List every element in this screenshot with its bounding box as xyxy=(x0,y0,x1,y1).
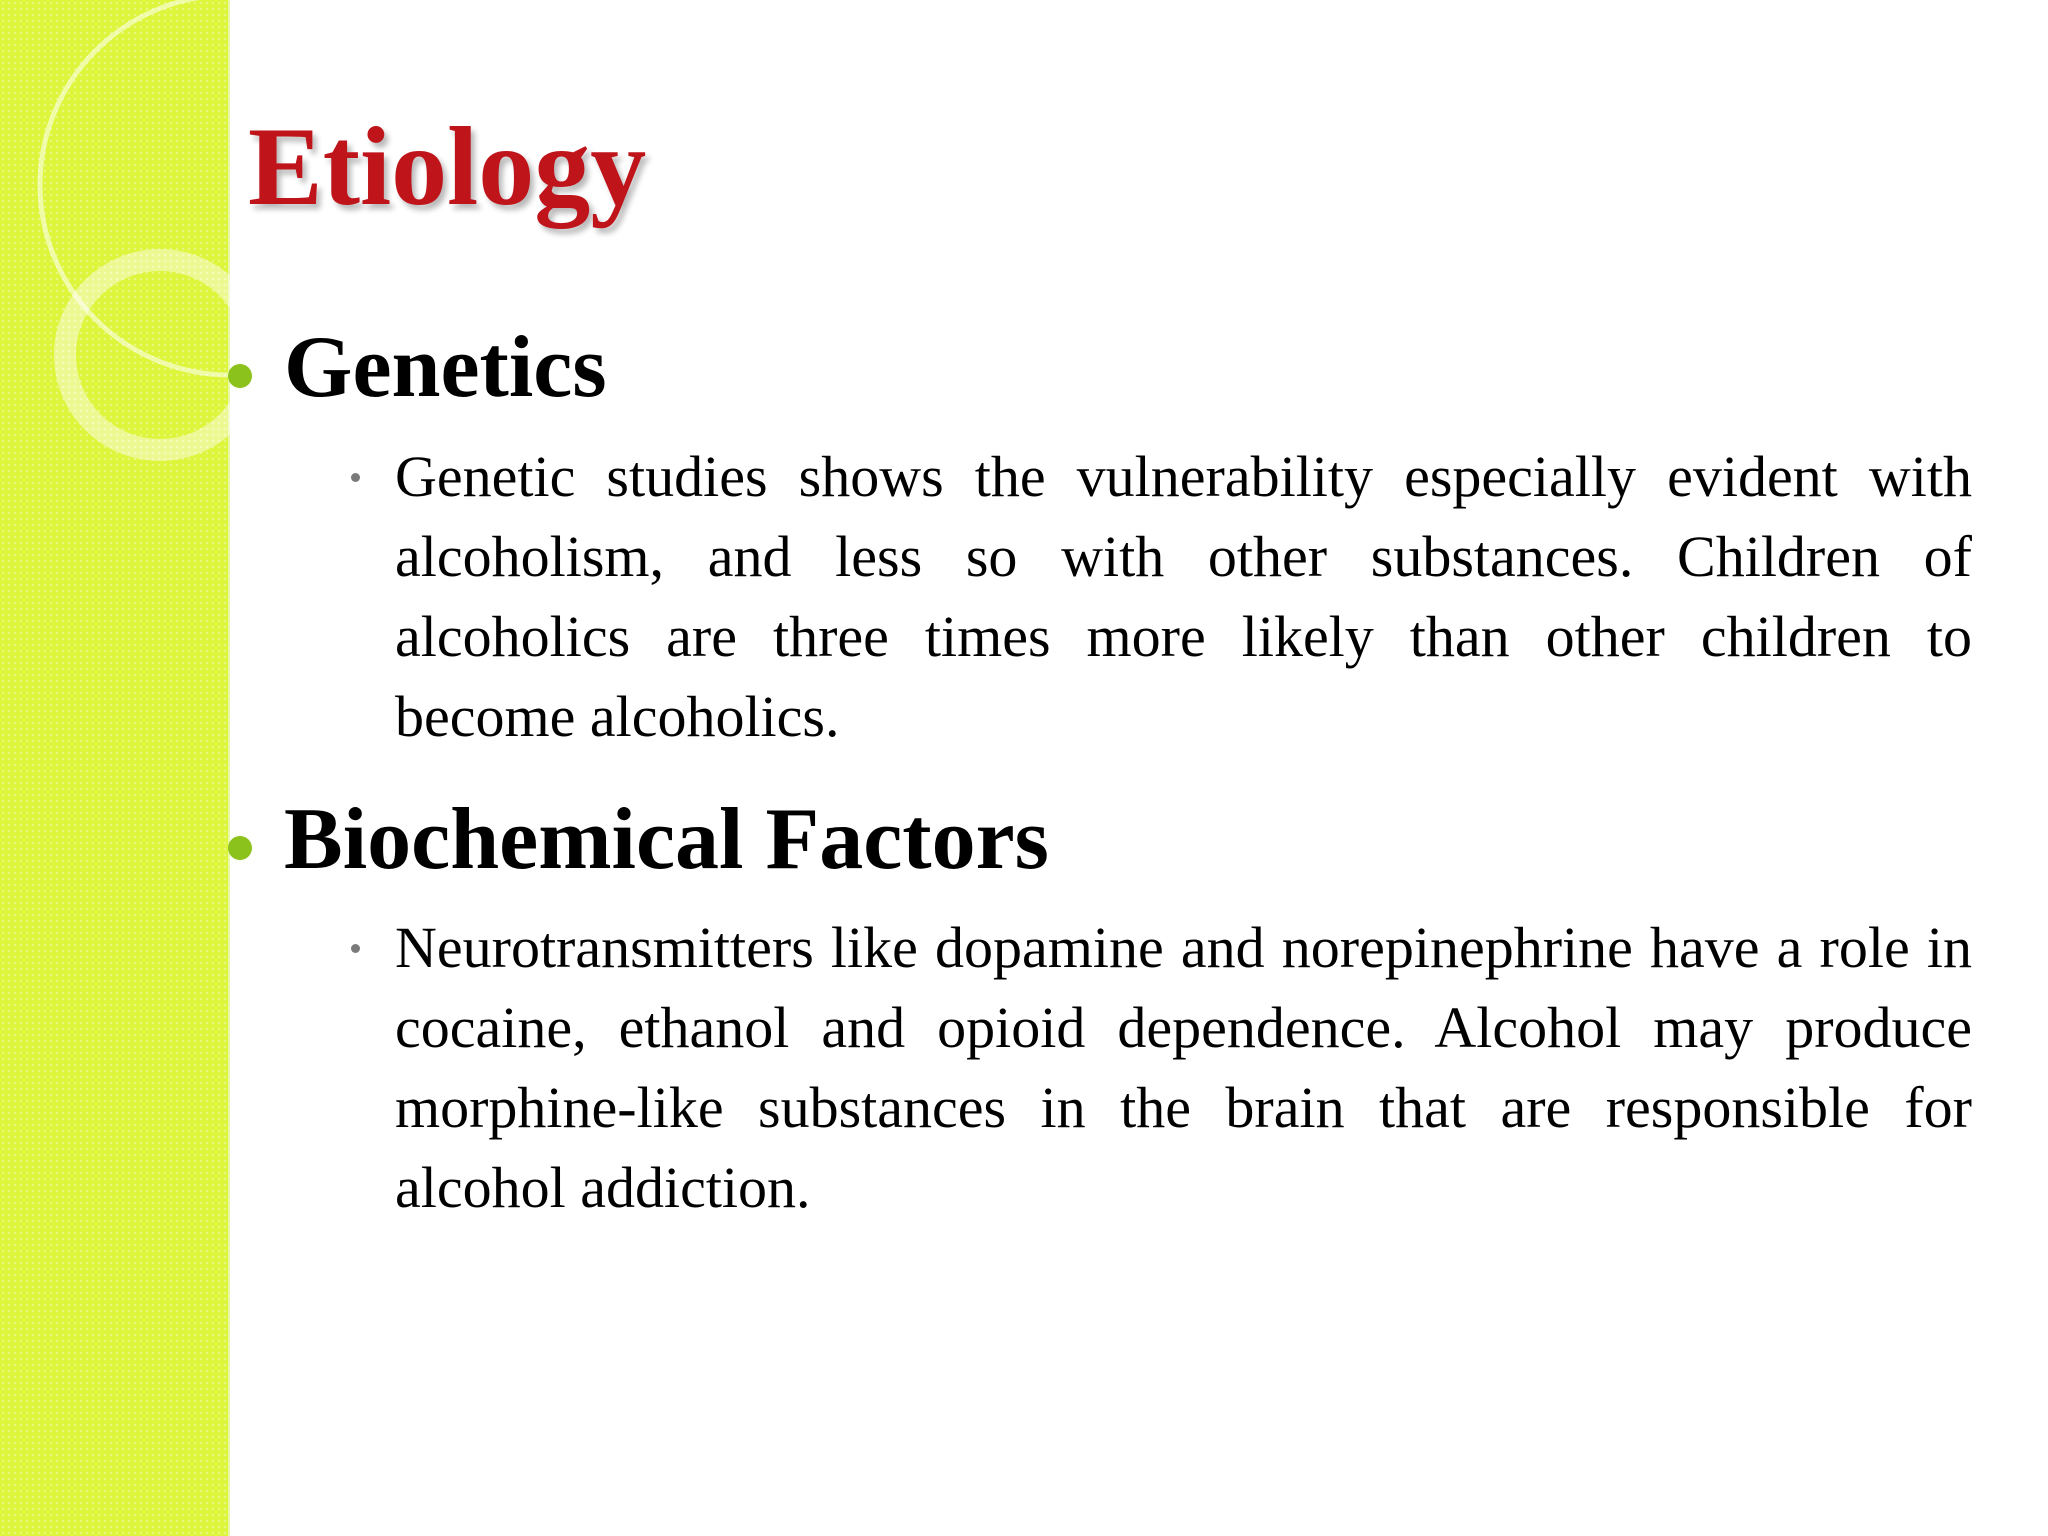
bullet-icon xyxy=(228,364,252,388)
section-point-text: Neurotransmitters like dopamine and norepinephrine have a role in cocaine, ethanol and opioid dependence. Alcohol may produce morphine-like substances in the brain that are responsible for alcohol addiction. xyxy=(395,915,1972,1221)
bullet-icon xyxy=(228,836,252,860)
section-heading-genetics xyxy=(222,315,1972,421)
section-point-genetics xyxy=(395,437,1972,757)
section-heading-text: Biochemical Factors xyxy=(284,790,1049,888)
section-heading-text: Genetics xyxy=(284,319,607,416)
slide-content xyxy=(222,315,1972,1228)
sub-bullet-icon xyxy=(351,944,360,953)
section-point-text: Genetic studies shows the vulnerability especially evident with alcoholism, and less so with other substances. Children of alcoholics are three times more likely than other children to become alcoholics. xyxy=(395,443,1972,749)
slide-title: Etiology xyxy=(248,105,647,229)
side-accent-band xyxy=(0,0,230,1536)
sub-bullet-icon xyxy=(351,473,360,482)
section-heading-biochemical-factors xyxy=(222,787,1972,893)
section-point-biochemical-factors xyxy=(395,908,1972,1228)
